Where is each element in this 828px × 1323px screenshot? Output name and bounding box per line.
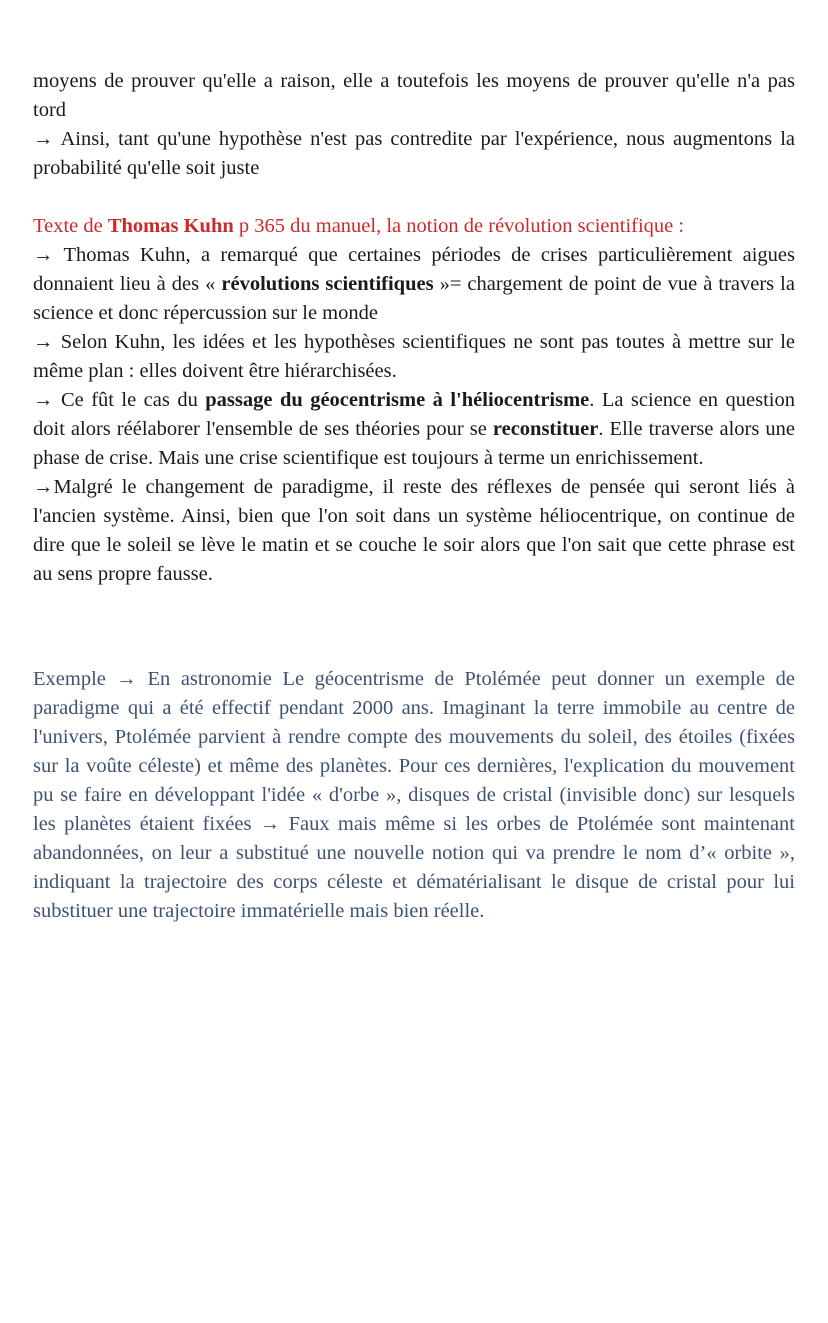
kuhn-p3-bold-1: passage du géocentrisme à l'héliocentrisme (205, 389, 590, 411)
kuhn-paragraph-2: → Selon Kuhn, les idées et les hypothèses scientifiques ne sont pas toutes à mettre sur le même plan : elles doivent être hiérarchisées. (33, 331, 795, 382)
intro-paragraph-2 (33, 125, 795, 183)
document-page (33, 67, 795, 926)
kuhn-p3-pre: → Ce fût le cas du (33, 389, 206, 411)
kuhn-heading (33, 212, 795, 241)
kuhn-p3-bold-2: reconstituer (492, 418, 599, 440)
section-spacer (33, 589, 795, 665)
intro-paragraph-2-text: Ainsi, tant qu'une hypothèse n'est pas contredite par l'expérience, nous augmentons la probabilité qu'elle soit juste (33, 128, 795, 179)
example-paragraph: Exemple → En astronomie Le géocentrisme de Ptolémée peut donner un exemple de paradigme qui a été effectif pendant 2000 ans. Imaginant la terre immobile au centre de l'univers, Ptolémée parvient à rendre compte des mouvements du soleil, des étoiles (fixées sur la voûte céleste) et même des planètes. Pour ces dernières, l'explication du mouvement pu se faire en développant l'idée « d'orbe », disques de cristal (invisible donc) sur lesquels les planètes étaient fixées → Faux mais même si les orbes de Ptolémée sont maintenant abandonnées, on leur a substitué une nouvelle notion qui va prendre le nom d’« orbite », indiquant la trajectoire des corps céleste et dématérialisant le disque de cristal pour lui substituer une trajectoire immatérielle mais bien réelle. (33, 668, 795, 922)
kuhn-p3-mid: . La science en question doit alors réélaborer l'ensemble de ses théories pour se (33, 389, 795, 440)
kuhn-p1-post: »= chargement de point de vue à travers la science et donc répercussion sur le monde (33, 273, 795, 324)
kuhn-paragraph-4: →Malgré le changement de paradigme, il reste des réflexes de pensée qui seront liés à l'ancien système. Ainsi, bien que l'on soit dans un système héliocentrique, on continue de dire que le soleil se lève le matin et se couche le soir alors que l'on sait que cette phrase est au sens propre fausse. (33, 476, 795, 585)
kuhn-paragraph-1 (33, 241, 795, 328)
intro-paragraph-1: moyens de prouver qu'elle a raison, elle a toutefois les moyens de prouver qu'elle n'a pas tord (33, 70, 795, 121)
kuhn-p1-pre: → Thomas Kuhn, a remarqué que certaines périodes de crises particulièrement aigues donnaient lieu à des « (33, 244, 795, 295)
arrow-icon: → (33, 128, 61, 150)
kuhn-heading-pre: Texte de (33, 215, 108, 237)
kuhn-heading-name: Thomas Kuhn (107, 215, 234, 237)
kuhn-paragraph-3 (33, 386, 795, 473)
paragraph-spacer (33, 183, 795, 212)
kuhn-heading-post: p 365 du manuel, la notion de révolution scientifique : (233, 215, 685, 237)
kuhn-p1-bold: révolutions scientifiques (221, 273, 434, 295)
kuhn-p3-post: . Elle traverse alors une phase de crise. Mais une crise scientifique est toujours à terme un enrichissement. (33, 418, 795, 469)
